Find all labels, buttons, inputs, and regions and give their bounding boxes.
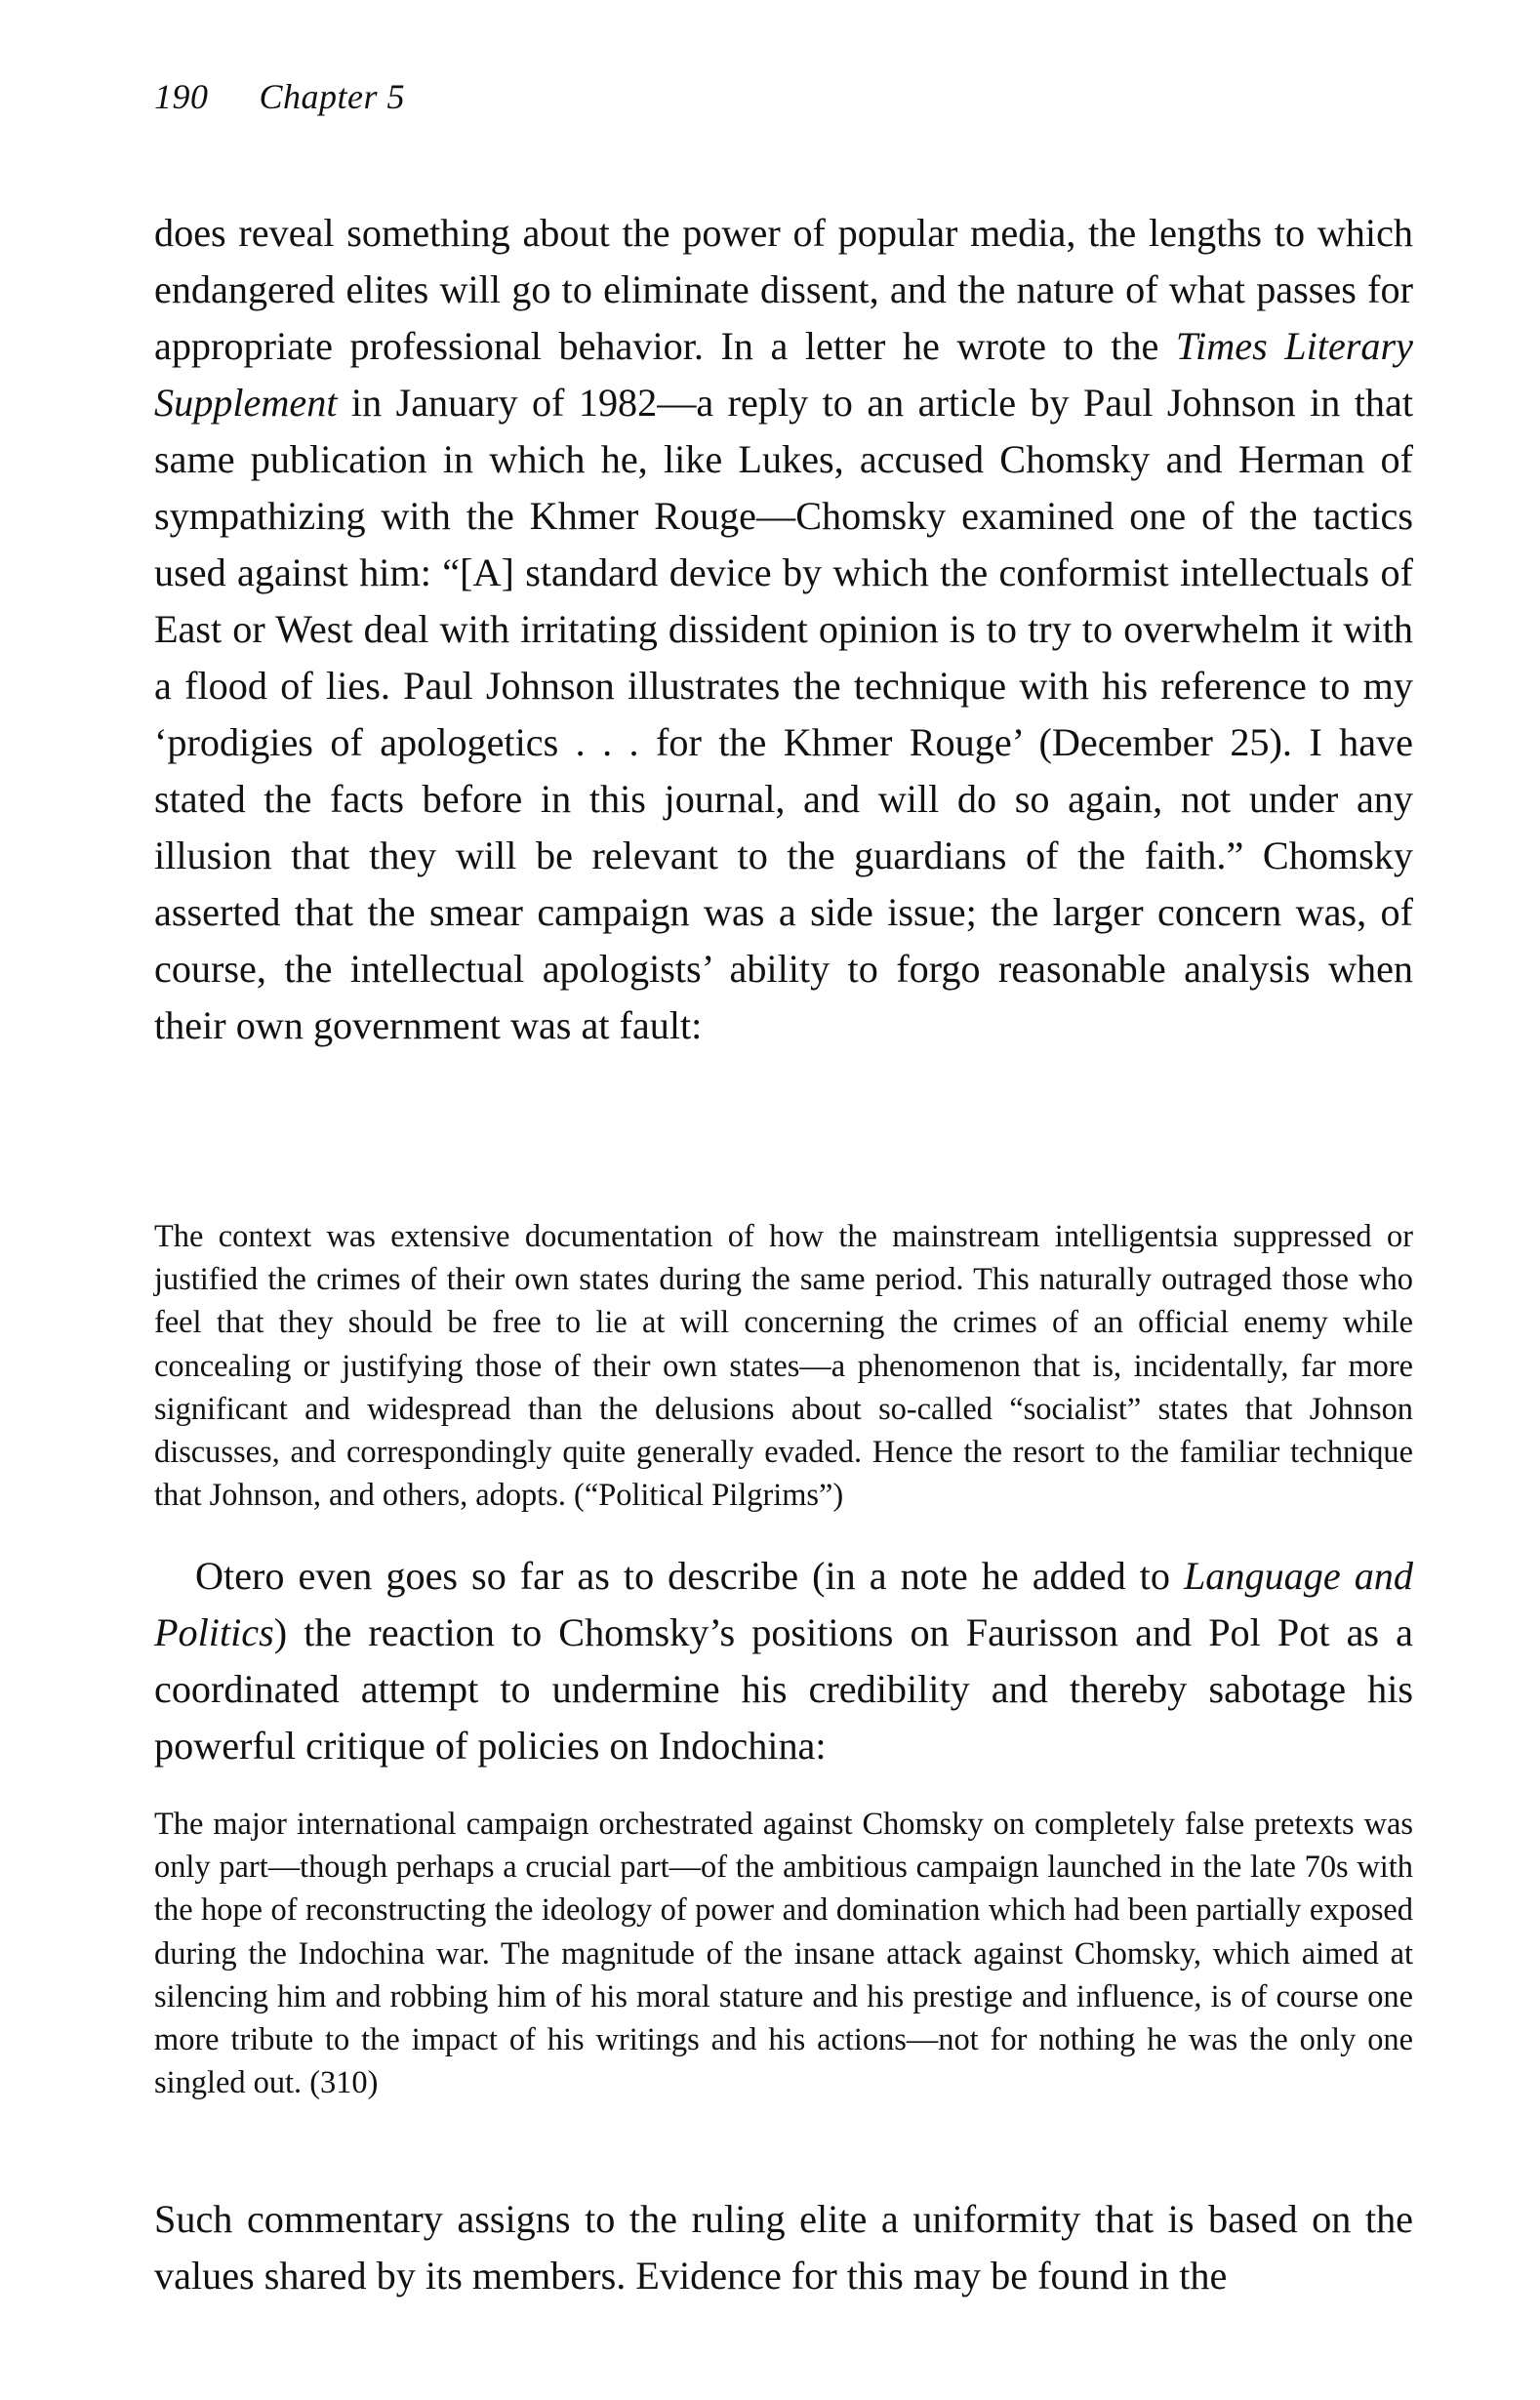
paragraph-2-text-a: Otero even goes so far as to describe (in a note he added to <box>195 1554 1184 1598</box>
chapter-title: Chapter 5 <box>259 77 406 116</box>
running-head <box>154 76 405 117</box>
paragraph-1-italic-title: Times Literary Supplement <box>154 324 1413 425</box>
page-number: 190 <box>154 77 209 116</box>
paragraph-2 <box>154 1548 1413 1774</box>
paragraph-2-text-b: ) the reaction to Chomsky’s positions on Faurisson and Pol Pot as a coordinated attempt to undermine his credibility and thereby sabotage his powerful critique of policies on Indochina: <box>154 1610 1413 1768</box>
paragraph-3: Such commentary assigns to the ruling elite a uniformity that is based on the values shared by its members. Evidence for this may be found in the <box>154 2197 1413 2298</box>
paragraph-1 <box>154 205 1413 1054</box>
paragraph-1-text-b: in January of 1982—a reply to an article by Paul Johnson in that same publication in which he, like Lukes, accused Chomsky and Herman of sympathizing with the Khmer Rouge—Chomsky examined one of the tactics used against him: “[A] standard device by which the conformist intellectuals of East or West deal with irritating dissident opinion is to try to overwhelm it with a flood of lies. Paul Johnson illustrates the technique with his reference to my ‘prodigies of apologetics . . . for the Khmer Rouge’ (December 25). I have stated the facts before in this journal, and will do so again, not under any illusion that they will be relevant to the guardians of the faith.” Chomsky asserted that the smear campaign was a side issue; the larger concern was, of course, the intellectual apologists’ ability to forgo reasonable analysis when their own government was at fault: <box>154 381 1413 1047</box>
block-quote-2: The major international campaign orchestrated against Chomsky on completely false pretexts was only part—though perhaps a crucial part—of the ambitious campaign launched in the late 70s with the hope of reconstructing the ideology of power and domination which had been partially exposed during the Indochina war. The magnitude of the insane attack against Chomsky, which aimed at silencing him and robbing him of his moral stature and his prestige and influence, is of course one more tribute to the impact of his writings and his actions—not for nothing he was the only one singled out. (310) <box>154 1807 1413 2101</box>
paragraph-1-text-a: does reveal something about the power of popular media, the lengths to which endangered elites will go to eliminate dissent, and the nature of what passes for appropriate professional behavior. In a letter he wrote to the <box>154 211 1413 368</box>
block-quote-1: The context was extensive documentation of how the mainstream intelligentsia suppressed or justified the crimes of their own states during the same period. This naturally outraged those who feel that they should be free to lie at will concerning the crimes of an official enemy while concealing or justifying those of their own states—a phenomenon that is, incidentally, far more significant and widespread than the delusions about so-called “socialist” states that Johnson discusses, and correspondingly quite generally evaded. Hence the resort to the familiar technique that Johnson, and others, adopts. (“Political Pilgrims”) <box>154 1219 1413 1514</box>
paragraph-2-italic-title: Language and Politics <box>154 1554 1413 1654</box>
